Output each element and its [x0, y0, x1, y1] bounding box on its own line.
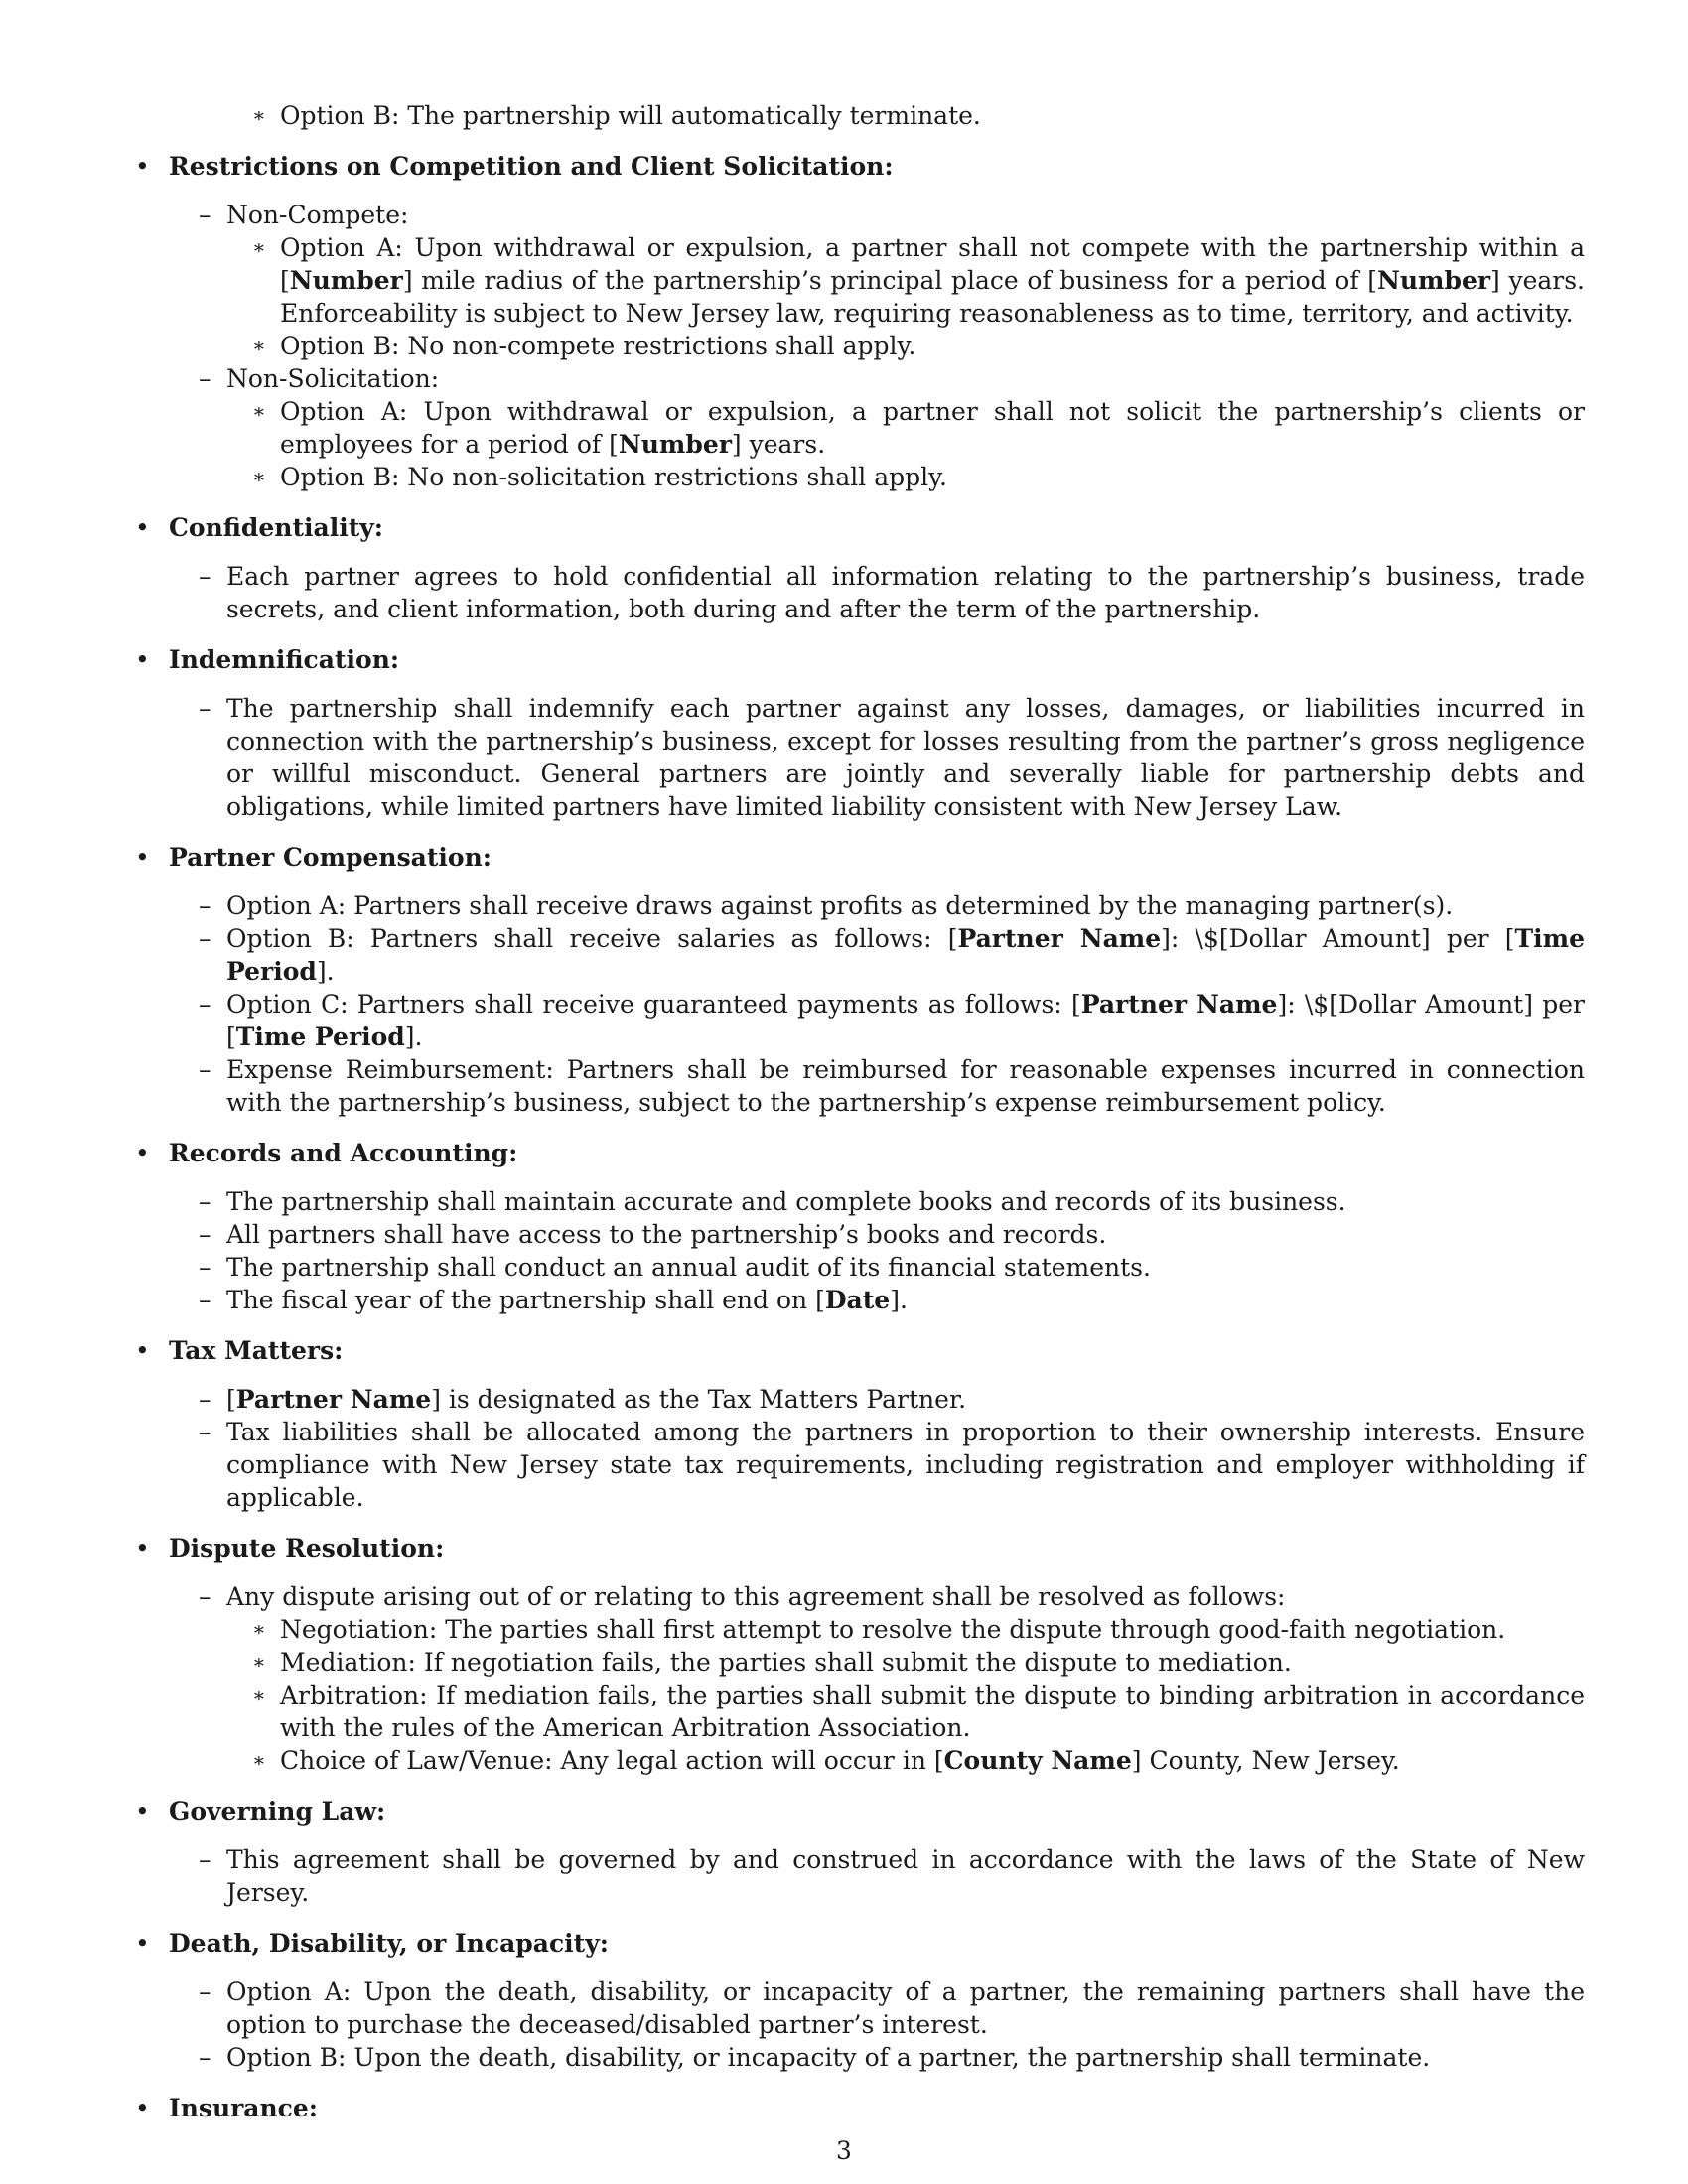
placeholder-number: Number: [618, 430, 732, 459]
asterisk-bullet-icon: ∗: [252, 1683, 266, 1706]
asterisk-bullet-icon: ∗: [252, 1617, 266, 1641]
list-item: – The partnership shall conduct an annual audit of its financial statements.: [199, 1253, 1151, 1282]
list-item: – Non-Compete:: [199, 201, 409, 229]
section-heading-tax: • Tax Matters:: [135, 1336, 344, 1365]
section-heading-indemnification: • Indemnification:: [135, 645, 400, 674]
list-item: – The partnership shall maintain accurate and complete books and records of its business.: [199, 1187, 1346, 1216]
dash-bullet-icon: –: [199, 1582, 211, 1611]
list-item: – The partnership shall indemnify each partner against any losses, damages, or liabilities incurred in connection with the partnership’s business, except for losses resulting from the partner’s gross negligence or willful misconduct. General partners are jointly and severally liable for partnership debts and obligations, while limited partners have limited liability consistent with New Jersey Law.: [199, 694, 1585, 821]
dash-bullet-icon: –: [199, 1845, 211, 1874]
dash-bullet-icon: –: [199, 201, 211, 229]
placeholder-date: Date: [824, 1286, 891, 1314]
placeholder-time-period: Time Period: [226, 924, 1586, 986]
dash-bullet-icon: –: [199, 924, 211, 953]
asterisk-bullet-icon: ∗: [252, 235, 266, 259]
list-item: – Any dispute arising out of or relating to this agreement shall be resolved as follows:: [199, 1582, 1286, 1611]
section-body-tax: [135, 1383, 1585, 1514]
dash-bullet-icon: –: [199, 1978, 211, 2006]
dash-bullet-icon: –: [199, 1418, 211, 1446]
asterisk-bullet-icon: ∗: [252, 103, 266, 127]
placeholder-time-period: Time Period: [235, 1023, 405, 1051]
section-heading-compensation: • Partner Compensation:: [135, 843, 492, 872]
section-body-competition: [135, 199, 1585, 493]
list-item: ∗ Negotiation: The parties shall first attempt to resolve the dispute through good-faith negotiation.: [252, 1615, 1506, 1644]
asterisk-bullet-icon: ∗: [252, 399, 266, 423]
bullet-icon: •: [135, 513, 150, 542]
placeholder-partner-name: Partner Name: [235, 1385, 432, 1414]
list-item: – This agreement shall be governed by and construed in accordance with the laws of the State of New Jersey.: [199, 1845, 1585, 1907]
list-item: – Expense Reimbursement: Partners shall be reimbursed for reasonable expenses incurred in connection with the partnership’s business, subject to the partnership’s expense reimbursement policy.: [199, 1055, 1585, 1117]
asterisk-bullet-icon: ∗: [252, 465, 266, 488]
placeholder-number: Number: [1377, 266, 1491, 295]
asterisk-bullet-icon: ∗: [252, 334, 266, 357]
dash-bullet-icon: –: [199, 1253, 211, 1282]
list-item: – Each partner agrees to hold confidential all information relating to the partnership’s business, trade secrets, and client information, both during and after the term of the partnership.: [199, 562, 1585, 623]
section-body-compensation: [135, 889, 1585, 1119]
section-body-death: [135, 1976, 1585, 2074]
section-heading-death: • Death, Disability, or Incapacity:: [135, 1929, 609, 1958]
dash-bullet-icon: –: [199, 990, 211, 1019]
dash-bullet-icon: –: [199, 364, 211, 393]
bullet-icon: •: [135, 645, 150, 674]
list-item: – Non-Solicitation:: [199, 364, 440, 393]
placeholder-partner-name: Partner Name: [957, 924, 1162, 953]
list-item: – Option A: Upon the death, disability, or incapacity of a partner, the remaining partners shall have the option to purchase the deceased/disabled partner’s interest.: [199, 1978, 1585, 2039]
list-item: ∗ Arbitration: If mediation fails, the parties shall submit the dispute to binding arbitration in accordance with the rules of the American Arbitration Association.: [252, 1681, 1585, 1742]
page-number: 3: [836, 2136, 852, 2165]
document-page: [135, 99, 1585, 2124]
section-body-records: [135, 1185, 1585, 1316]
list-item: – The fiscal year of the partnership shall end on [Date].: [199, 1286, 908, 1314]
dash-bullet-icon: –: [199, 1055, 211, 1084]
list-item: ∗ Option A: Upon withdrawal or expulsion, a partner shall not solicit the partnership’s clients or employees for a period of [Number] years.: [252, 397, 1585, 459]
list-item: – Option C: Partners shall receive guaranteed payments as follows: [Partner Name]: \$[Dollar Amount] per [Time Period].: [199, 990, 1585, 1051]
section-heading-records: • Records and Accounting:: [135, 1139, 518, 1167]
list-item: ∗ Option A: Upon withdrawal or expulsion, a partner shall not compete with the partnership within a [Number] mile radius of the partnership’s principal place of business for a period of [Number] years. Enforceability is subject to New Jersey law, requiring reasonableness as to time, territory, and activity.: [252, 233, 1585, 328]
section-body-indemnification: [135, 692, 1585, 823]
section-heading-confidentiality: • Confidentiality:: [135, 513, 384, 542]
placeholder-county-name: County Name: [943, 1746, 1132, 1775]
list-item: – Option B: Partners shall receive salaries as follows: [Partner Name]: \$[Dollar Amount] per [Time Period].: [199, 924, 1586, 986]
bullet-icon: •: [135, 1336, 150, 1365]
bullet-icon: •: [135, 152, 150, 181]
section-body-dispute: [135, 1580, 1585, 1777]
dash-bullet-icon: –: [199, 562, 211, 591]
list-item: – [Partner Name] is designated as the Tax Matters Partner.: [199, 1385, 967, 1414]
bullet-icon: •: [135, 1534, 150, 1563]
dash-bullet-icon: –: [199, 694, 211, 723]
list-item: ∗ Option B: No non-solicitation restrictions shall apply.: [252, 463, 947, 491]
dash-bullet-icon: –: [199, 1385, 211, 1414]
section-body-confidentiality: [135, 560, 1585, 625]
section-heading-insurance: • Insurance:: [135, 2094, 319, 2122]
list-item: ∗ Option B: The partnership will automatically terminate.: [252, 101, 981, 130]
placeholder-number: Number: [289, 266, 403, 295]
list-item: ∗ Option B: No non-compete restrictions shall apply.: [252, 332, 916, 360]
list-item: – All partners shall have access to the partnership’s books and records.: [199, 1220, 1107, 1249]
list-item: – Option A: Partners shall receive draws against profits as determined by the managing partner(s).: [199, 891, 1454, 920]
section-heading-dispute: • Dispute Resolution:: [135, 1534, 445, 1563]
list-item: – Option B: Upon the death, disability, or incapacity of a partner, the partnership shall terminate.: [199, 2043, 1431, 2072]
list-item: ∗ Choice of Law/Venue: Any legal action will occur in [County Name] County, New Jersey.: [252, 1746, 1400, 1775]
list-item: – Tax liabilities shall be allocated among the partners in proportion to their ownership interests. Ensure compliance with New Jersey state tax requirements, including registration and employer withholding if applicable.: [199, 1418, 1585, 1512]
dash-bullet-icon: –: [199, 1220, 211, 1249]
dash-bullet-icon: –: [199, 1286, 211, 1314]
section-heading-governing: • Governing Law:: [135, 1797, 386, 1826]
placeholder-partner-name: Partner Name: [1080, 990, 1278, 1019]
list-item: ∗ Mediation: If negotiation fails, the parties shall submit the dispute to mediation.: [252, 1648, 1292, 1677]
bullet-icon: •: [135, 1797, 150, 1826]
section-body-governing: [135, 1843, 1585, 1909]
bullet-icon: •: [135, 1929, 150, 1958]
dash-bullet-icon: –: [199, 891, 211, 920]
dash-bullet-icon: –: [199, 1187, 211, 1216]
asterisk-bullet-icon: ∗: [252, 1650, 266, 1674]
section-heading-competition: • Restrictions on Competition and Client Solicitation:: [135, 152, 894, 181]
bullet-icon: •: [135, 843, 150, 872]
dash-bullet-icon: –: [199, 2043, 211, 2072]
bullet-icon: •: [135, 2094, 150, 2122]
bullet-icon: •: [135, 1139, 150, 1167]
asterisk-bullet-icon: ∗: [252, 1748, 266, 1772]
